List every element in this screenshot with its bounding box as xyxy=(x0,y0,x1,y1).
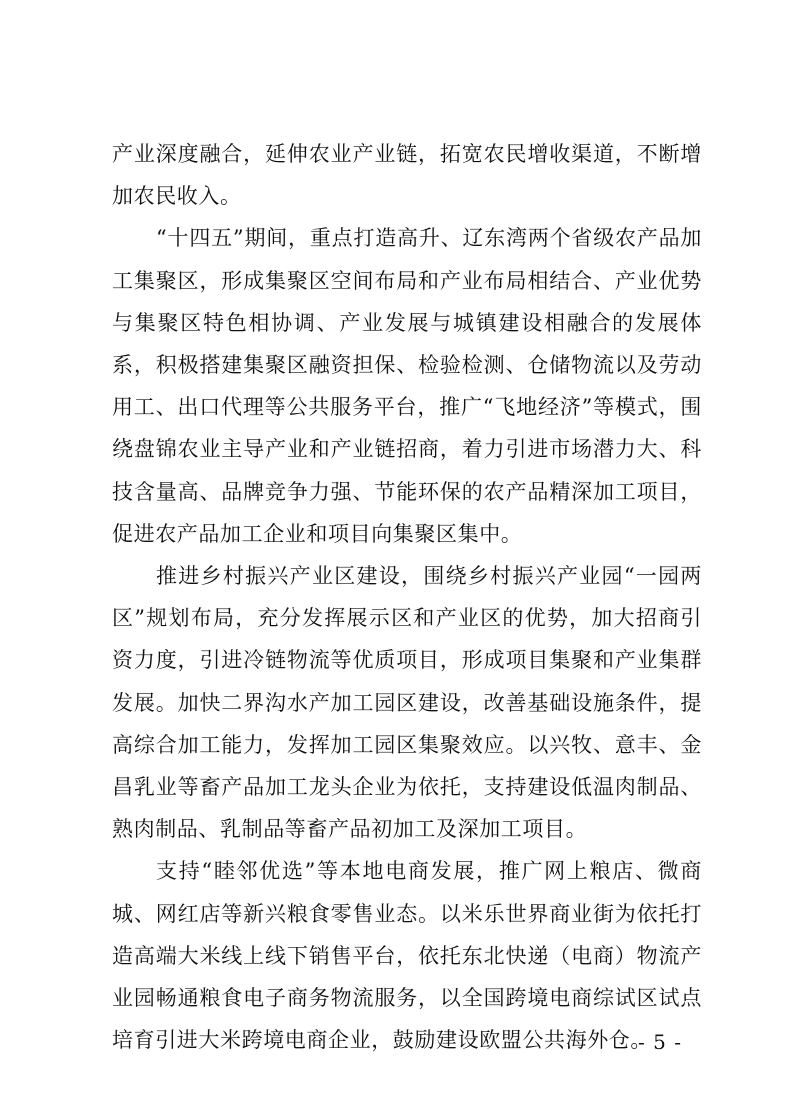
paragraph-rural-revitalization: 推进乡村振兴产业区建设，围绕乡村振兴产业园“一园两区”规划布局，充分发挥展示区和产业区的优势，加大招商引资力度，引进冷链物流等优质项目，形成项目集聚和产业集群发展。加快二界沟水产加工园区建设，改善基础设施条件，提高综合加工能力，发挥加工园区集聚效应。以兴牧、意丰、金昌乳业等畜产品加工龙头企业为依托，支持建设低温肉制品、熟肉制品、乳制品等畜产品初加工及深加工项目。 xyxy=(112,564,702,842)
body-text xyxy=(112,133,702,1061)
page-number: - 5 - xyxy=(638,1030,682,1054)
paragraph-ecommerce: 支持“睦邻优选”等本地电商发展，推广网上粮店、微商城、网红店等新兴粮食零售业态。以米乐世界商业街为依托打造高端大米线上线下销售平台，依托东北快递（电商）物流产业园畅通粮食电子商务物流服务，以全国跨境电商综试区试点培育引进大米跨境电商企业，鼓励建设欧盟公共海外仓。 xyxy=(112,859,702,1053)
paragraph-continuation: 产业深度融合，延伸农业产业链，拓宽农民增收渠道，不断增加农民收入。 xyxy=(112,142,702,209)
paragraph-processing-clusters: “十四五”期间，重点打造高升、辽东湾两个省级农产品加工集聚区，形成集聚区空间布局和产业布局相结合、产业优势与集聚区特色相协调、产业发展与城镇建设相融合的发展体系，积极搭建集聚区融资担保、检验检测、仓储物流以及劳动用工、出口代理等公共服务平台，推广“飞地经济”等模式，围绕盘锦农业主导产业和产业链招商，着力引进市场潜力大、科技含量高、品牌竞争力强、节能环保的农产品精深加工项目，促进农产品加工企业和项目向集聚区集中。 xyxy=(112,226,702,546)
